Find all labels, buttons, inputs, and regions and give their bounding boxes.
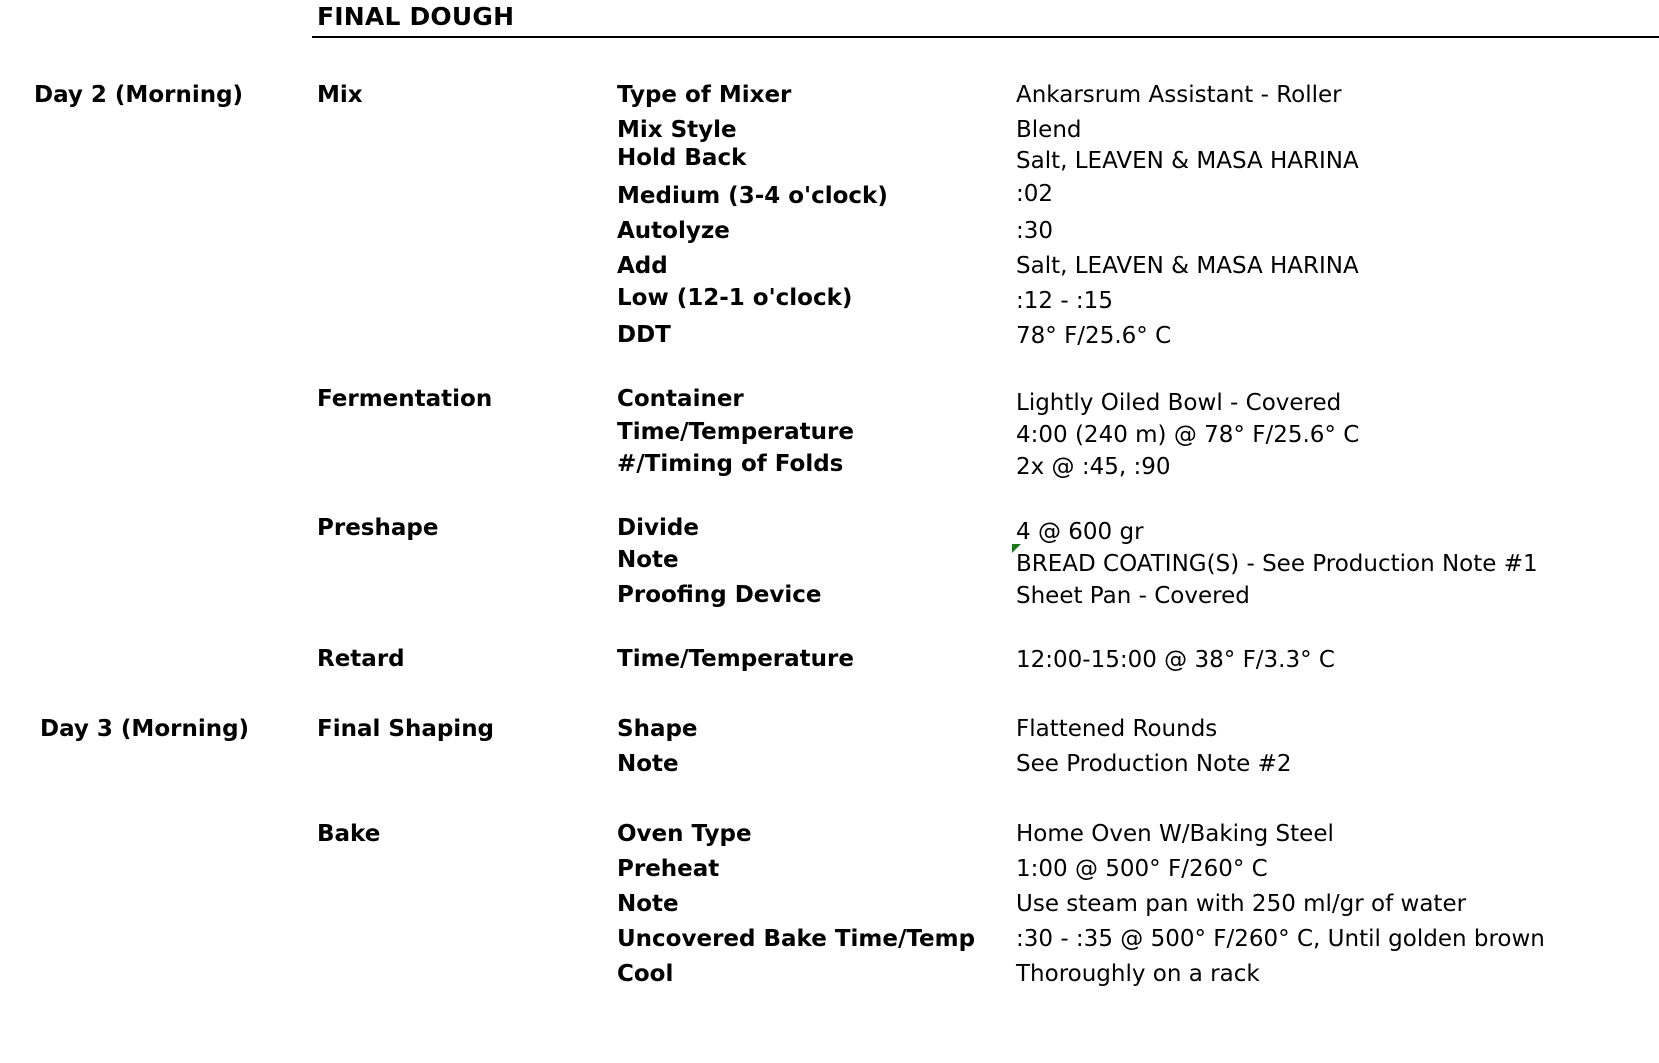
param-value: 4:00 (240 m) @ 78° F/25.6° C (1016, 422, 1360, 448)
param-value: Home Oven W/Baking Steel (1016, 821, 1334, 847)
param-label: Hold Back (617, 145, 747, 171)
param-value: :30 (1016, 218, 1054, 244)
param-value: See Production Note #2 (1016, 751, 1292, 777)
param-label: Mix Style (617, 117, 737, 143)
param-label: Shape (617, 716, 698, 742)
sheet-title: FINAL DOUGH (317, 2, 515, 31)
param-value: Salt, LEAVEN & MASA HARINA (1016, 148, 1359, 174)
param-value: Blend (1016, 117, 1082, 143)
param-value: Salt, LEAVEN & MASA HARINA (1016, 253, 1359, 279)
param-value: 78° F/25.6° C (1016, 323, 1172, 349)
stage-fermentation: Fermentation (317, 386, 493, 412)
title-underline (312, 36, 1659, 38)
param-label: Autolyze (617, 218, 730, 244)
param-value: 12:00-15:00 @ 38° F/3.3° C (1016, 647, 1335, 673)
param-label: Add (617, 253, 668, 279)
param-label: Medium (3-4 o'clock) (617, 183, 888, 209)
param-value: Ankarsrum Assistant - Roller (1016, 82, 1342, 108)
day-3-label: Day 3 (Morning) (40, 716, 250, 742)
param-label: Cool (617, 961, 674, 987)
param-value: 1:00 @ 500° F/260° C (1016, 856, 1268, 882)
param-label: Type of Mixer (617, 82, 792, 108)
day-2-label: Day 2 (Morning) (34, 82, 244, 108)
param-value: Flattened Rounds (1016, 716, 1218, 742)
param-label: Note (617, 891, 679, 917)
param-value: Lightly Oiled Bowl - Covered (1016, 390, 1342, 416)
param-value: Sheet Pan - Covered (1016, 583, 1250, 609)
param-value: Use steam pan with 250 ml/gr of water (1016, 891, 1467, 917)
param-value: BREAD COATING(S) - See Production Note #1 (1016, 551, 1538, 577)
param-label: #/Timing of Folds (617, 451, 844, 477)
param-label: Note (617, 547, 679, 573)
param-value: 4 @ 600 gr (1016, 519, 1144, 545)
stage-retard: Retard (317, 646, 405, 672)
param-value: :02 (1016, 181, 1054, 207)
param-label: Proofing Device (617, 582, 822, 608)
stage-mix: Mix (317, 82, 363, 108)
param-label: Time/Temperature (617, 646, 854, 672)
param-label: Uncovered Bake Time/Temp (617, 926, 976, 952)
param-value: :30 - :35 @ 500° F/260° C, Until golden brown (1016, 926, 1545, 952)
param-label: Container (617, 386, 744, 412)
param-value: 2x @ :45, :90 (1016, 454, 1171, 480)
param-label: Oven Type (617, 821, 752, 847)
param-label: Divide (617, 515, 699, 541)
param-label: Low (12-1 o'clock) (617, 285, 853, 311)
stage-preshape: Preshape (317, 515, 439, 541)
param-label: Preheat (617, 856, 720, 882)
param-value: Thoroughly on a rack (1016, 961, 1260, 987)
param-label: Time/Temperature (617, 419, 854, 445)
param-value: :12 - :15 (1016, 288, 1113, 314)
param-label: DDT (617, 322, 671, 348)
stage-bake: Bake (317, 821, 381, 847)
stage-final-shaping: Final Shaping (317, 716, 495, 742)
param-label: Note (617, 751, 679, 777)
